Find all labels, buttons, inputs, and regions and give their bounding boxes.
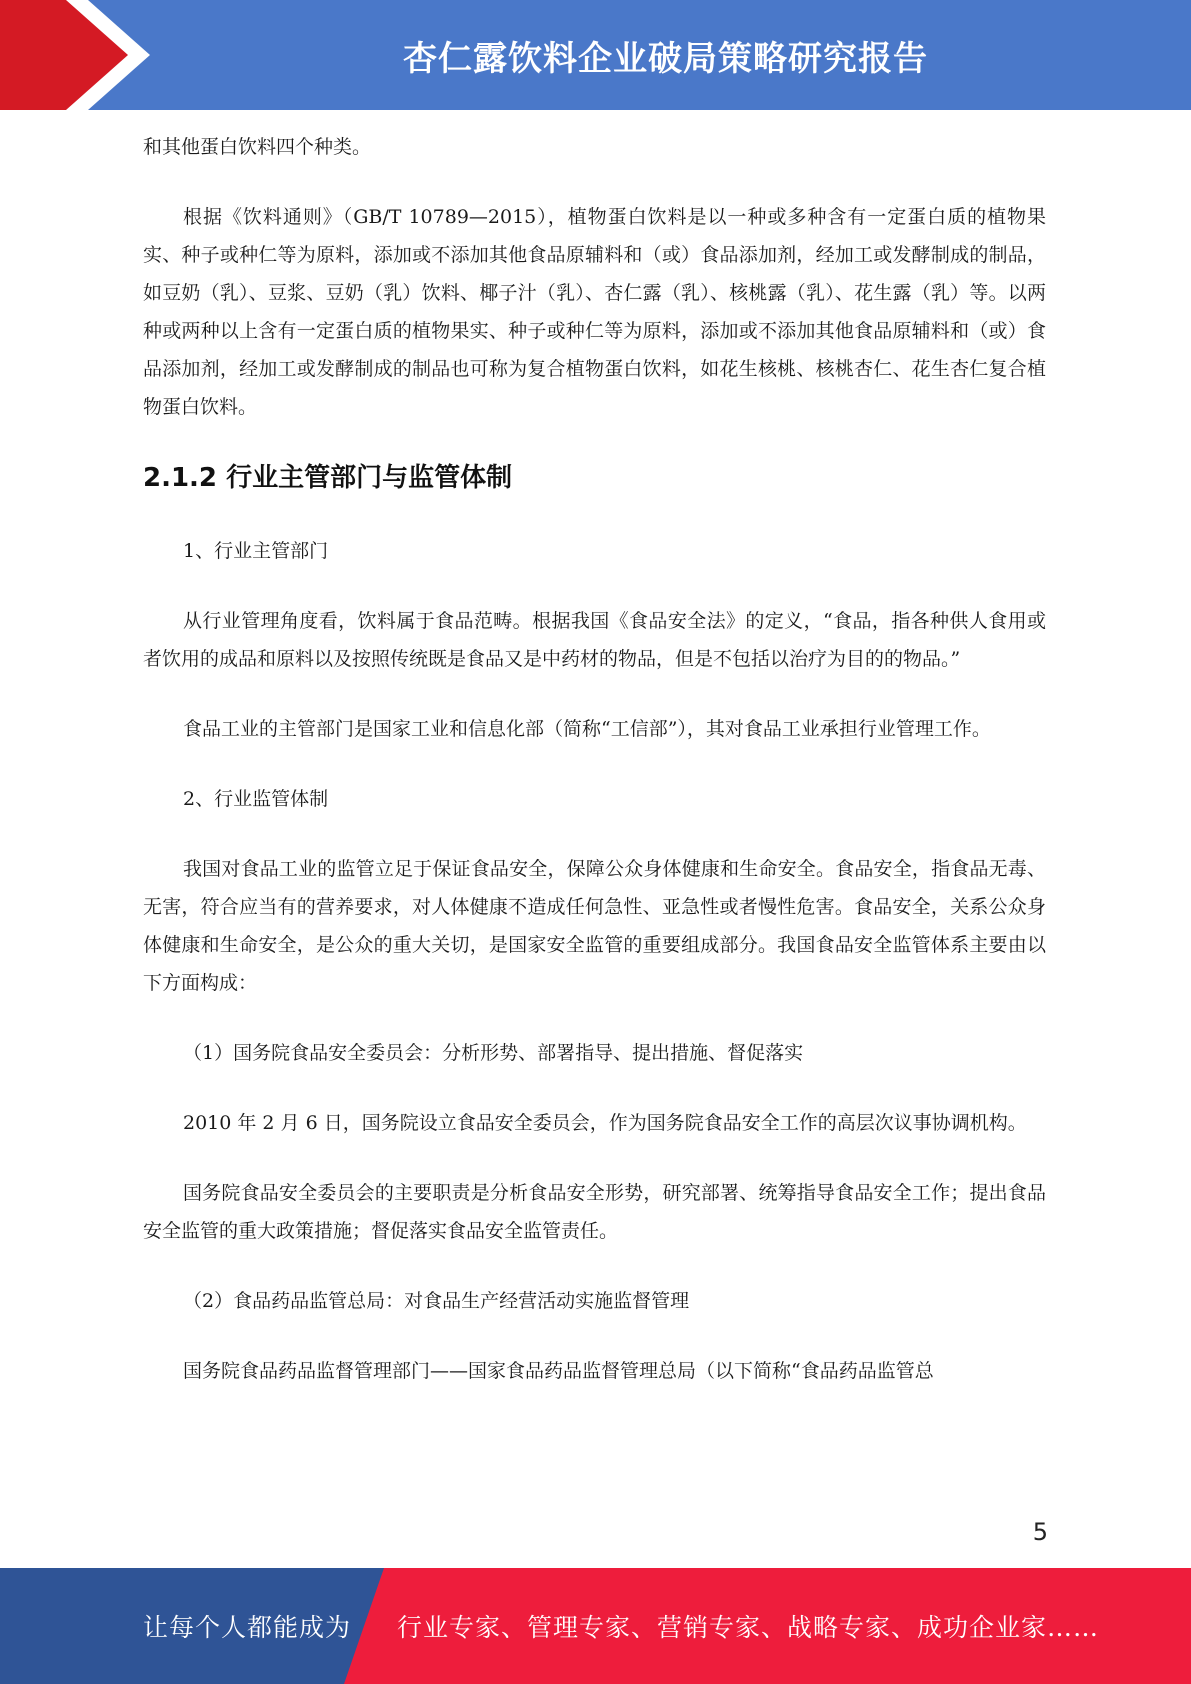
page-footer xyxy=(0,1568,1191,1684)
paragraph-authority: 食品工业的主管部门是国家工业和信息化部（简称“工信部”），其对食品工业承担行业管理工作。 xyxy=(183,718,991,740)
paragraph-committee: 2010 年 2 月 6 日，国务院设立食品安全委员会，作为国务院食品安全工作的高层次议事协调机构。 xyxy=(183,1112,1027,1134)
subsection-heading: （2）食品药品监管总局：对食品生产经营活动实施监督管理 xyxy=(183,1290,690,1312)
paragraph-definition: 根据《饮料通则》（GB/T 10789—2015），植物蛋白饮料是以一种或多种含有一定蛋白质的植物果实、种子或种仁等为原料，添加或不添加其他食品原辅料和（或）食品添加剂，经加工或发酵制成的制品，如豆奶（乳）、豆浆、豆奶（乳）饮料、椰子汁（乳）、杏仁露（乳）、核桃露（乳）、花生露（乳）等。以两种或两种以上含有一定蛋白质的植物果实、种子或种仁等为原料，添加或不添加其他食品原辅料和（或）食品添加剂，经加工或发酵制成的制品也可称为复合植物蛋白饮料，如花生核桃、核桃杏仁、花生杏仁复合植物蛋白饮料。 xyxy=(143,206,1046,418)
document-body xyxy=(143,128,1046,1422)
paragraph-supervision: 我国对食品工业的监管立足于保证食品安全，保障公众身体健康和生命安全。食品安全，指食品无毒、无害，符合应当有的营养要求，对人体健康不造成任何急性、亚急性或者慢性危害。食品安全，关系公众身体健康和生命安全，是公众的重大关切，是国家安全监管的重要组成部分。我国食品安全监管体系主要由以下方面构成： xyxy=(143,858,1046,994)
paragraph-continuation: 和其他蛋白饮料四个种类。 xyxy=(143,136,372,158)
header-arrow-decoration xyxy=(0,0,160,110)
page-number: 5 xyxy=(1032,1518,1048,1546)
list-item-heading: 1、行业主管部门 xyxy=(183,540,329,562)
paragraph-committee-duties: 国务院食品安全委员会的主要职责是分析食品安全形势，研究部署、统筹指导食品安全工作；提出食品安全监管的重大政策措施；督促落实食品安全监管责任。 xyxy=(143,1182,1046,1242)
paragraph-food-definition: 从行业管理角度看，饮料属于食品范畴。根据我国《食品安全法》的定义，“食品，指各种供人食用或者饮用的成品和原料以及按照传统既是食品又是中药材的物品，但是不包括以治疗为目的的物品。” xyxy=(143,610,1046,670)
footer-slogan-right: 行业专家、管理专家、营销专家、战略专家、成功企业家…… xyxy=(397,1613,1100,1642)
list-item-heading: 2、行业监管体制 xyxy=(183,788,329,810)
page-header xyxy=(0,0,1191,110)
subsection-heading: （1）国务院食品安全委员会：分析形势、部署指导、提出措施、督促落实 xyxy=(183,1042,804,1064)
footer-slogan-left: 让每个人都能成为 xyxy=(143,1613,352,1642)
report-title: 杏仁露饮料企业破局策略研究报告 xyxy=(403,38,928,79)
section-heading: 2.1.2 行业主管部门与监管体制 xyxy=(143,463,513,493)
paragraph-administration: 国务院食品药品监督管理部门——国家食品药品监督管理总局（以下简称“食品药品监管总 xyxy=(183,1360,934,1382)
